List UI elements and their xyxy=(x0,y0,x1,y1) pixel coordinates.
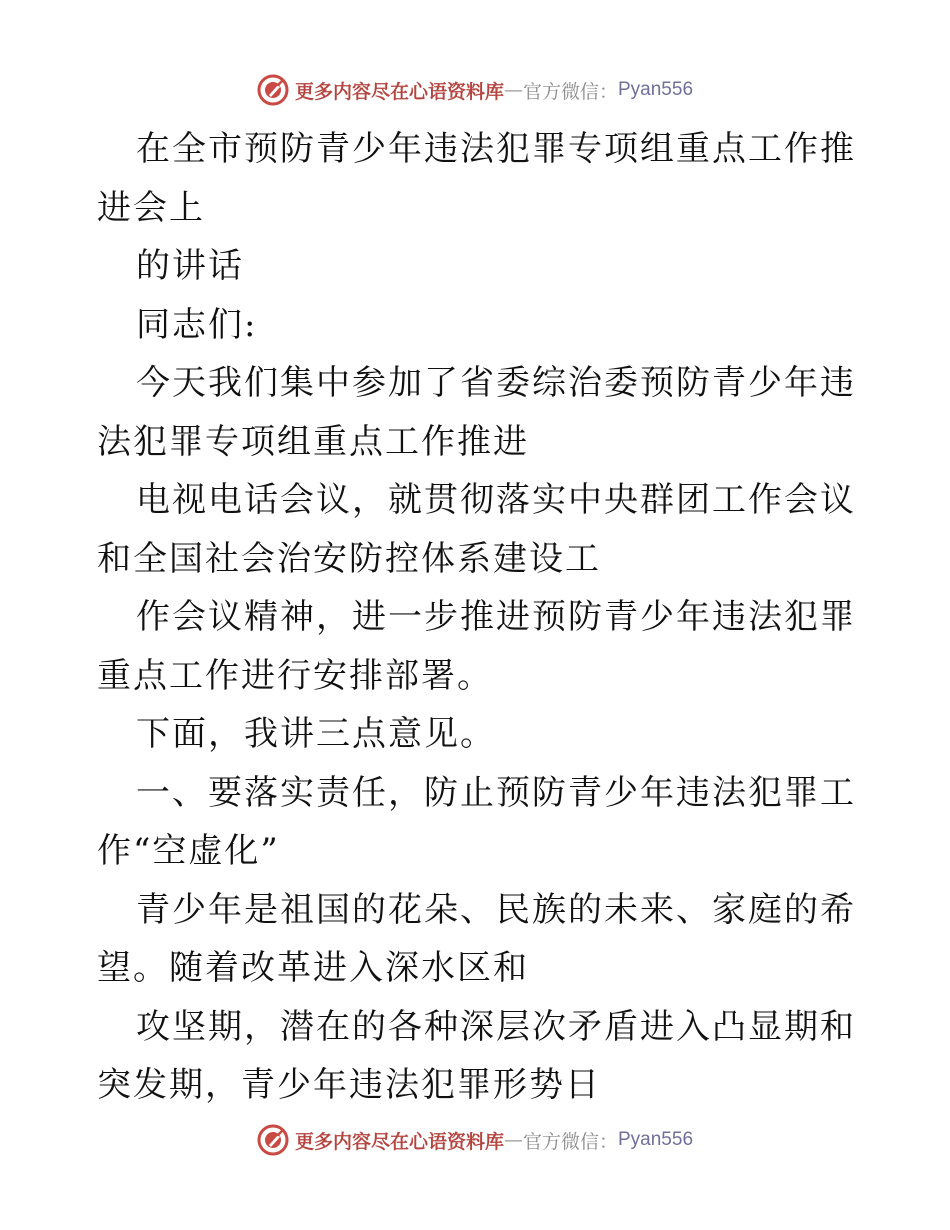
section-heading: 一、要落实责任，防止预防青少年违法犯罪工作“空虚化” xyxy=(97,772,856,871)
watermark-brand-text: 更多内容尽在心语资料库 xyxy=(294,80,504,103)
watermark-brand-text: 更多内容尽在心语资料库 xyxy=(294,1130,504,1153)
body-paragraph: 今天我们集中参加了省委综治委预防青少年违法犯罪专项组重点工作推进 xyxy=(97,363,856,462)
body-paragraph: 电视电话会议，就贯彻落实中央群团工作会议和全国社会治安防控体系建设工 xyxy=(97,480,856,579)
pen-logo-icon xyxy=(257,74,289,106)
pen-logo-icon xyxy=(257,1124,289,1156)
body-paragraph: 下面，我讲三点意见。 xyxy=(136,714,496,754)
body-paragraph: 作会议精神，进一步推进预防青少年违法犯罪重点工作进行安排部署。 xyxy=(97,597,856,696)
watermark-wechat-id: Pyan556 xyxy=(618,79,694,100)
watermark-wechat-id: Pyan556 xyxy=(618,1129,694,1150)
speech-title: 在全市预防青少年违法犯罪专项组重点工作推进会上 xyxy=(97,129,856,228)
watermark-wechat-label: 官方微信： xyxy=(522,80,618,103)
body-paragraph: 青少年是祖国的花朵、民族的未来、家庭的希望。随着改革进入深水区和 xyxy=(97,889,856,988)
watermark-separator: — xyxy=(503,79,523,101)
watermark-wechat-label: 官方微信： xyxy=(522,1130,618,1153)
watermark-banner-bottom xyxy=(0,1122,950,1158)
speech-title-continued: 的讲话 xyxy=(136,246,244,286)
watermark-separator: — xyxy=(503,1129,523,1151)
document-body xyxy=(97,120,857,1115)
watermark-banner-top xyxy=(0,72,950,108)
salutation: 同志们: xyxy=(136,304,258,345)
body-paragraph: 攻坚期，潜在的各种深层次矛盾进入凸显期和突发期，青少年违法犯罪形势日 xyxy=(97,1006,856,1105)
